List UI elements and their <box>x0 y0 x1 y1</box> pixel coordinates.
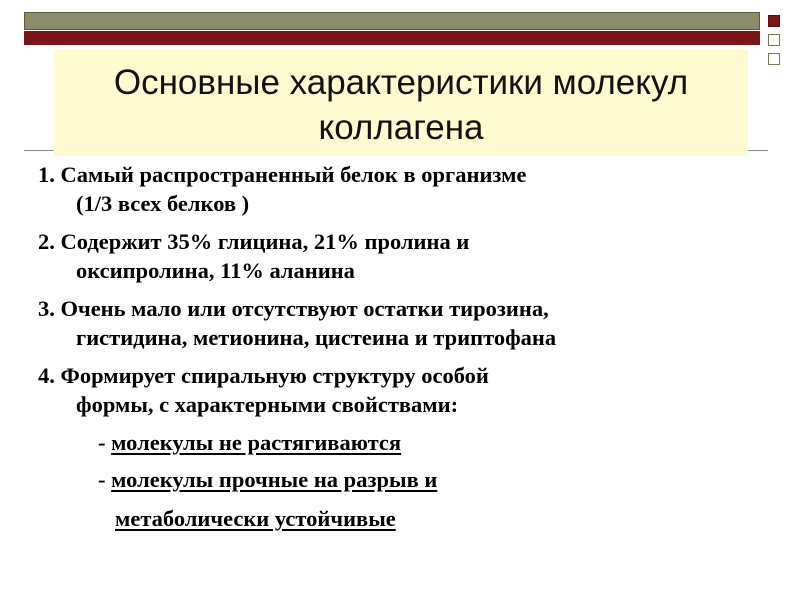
decor-square-white-2 <box>768 53 780 65</box>
sub-item <box>38 465 778 494</box>
list-item-line: (1/3 всех белков ) <box>76 191 250 216</box>
list-item-line: 1. Самый распространенный белок в организме <box>38 162 527 187</box>
list-item <box>38 160 778 218</box>
slide-title-line-1: Основные характеристики молекул <box>113 63 689 102</box>
header-bar-olive <box>24 12 760 30</box>
sub-item-text: метаболически устойчивые <box>115 506 396 531</box>
title-rule-left <box>24 150 54 151</box>
sub-item-text: молекулы прочные на разрыв и <box>111 467 438 492</box>
slide-content <box>38 160 778 533</box>
sub-item-continuation <box>38 504 778 533</box>
sub-item-dash: - <box>98 467 112 492</box>
list-item-line: оксипролина, 11% аланина <box>76 258 355 283</box>
decor-square-red <box>768 15 780 27</box>
header-bar-red <box>24 31 760 45</box>
list-item-line: формы, с характерными свойствами: <box>76 392 459 417</box>
list-item-line: 2. Содержит 35% глицина, 21% пролина и <box>38 229 470 254</box>
sub-item-text: молекулы не растягиваются <box>111 430 402 455</box>
slide-title <box>54 50 748 156</box>
list-item <box>38 294 778 352</box>
slide-title-line-2: коллагена <box>318 108 484 147</box>
list-item-line: 4. Формирует спиральную структуру особой <box>38 363 489 388</box>
list-item-line: 3. Очень мало или отсутствуют остатки тирозина, <box>38 296 549 321</box>
list-item <box>38 227 778 285</box>
sub-item-dash: - <box>98 430 112 455</box>
list-item <box>38 361 778 419</box>
decor-square-white-1 <box>768 34 780 46</box>
sub-item <box>38 428 778 457</box>
list-item-line: гистидина, метионина, цистеина и триптофана <box>76 325 557 350</box>
title-rule-right <box>748 150 768 151</box>
